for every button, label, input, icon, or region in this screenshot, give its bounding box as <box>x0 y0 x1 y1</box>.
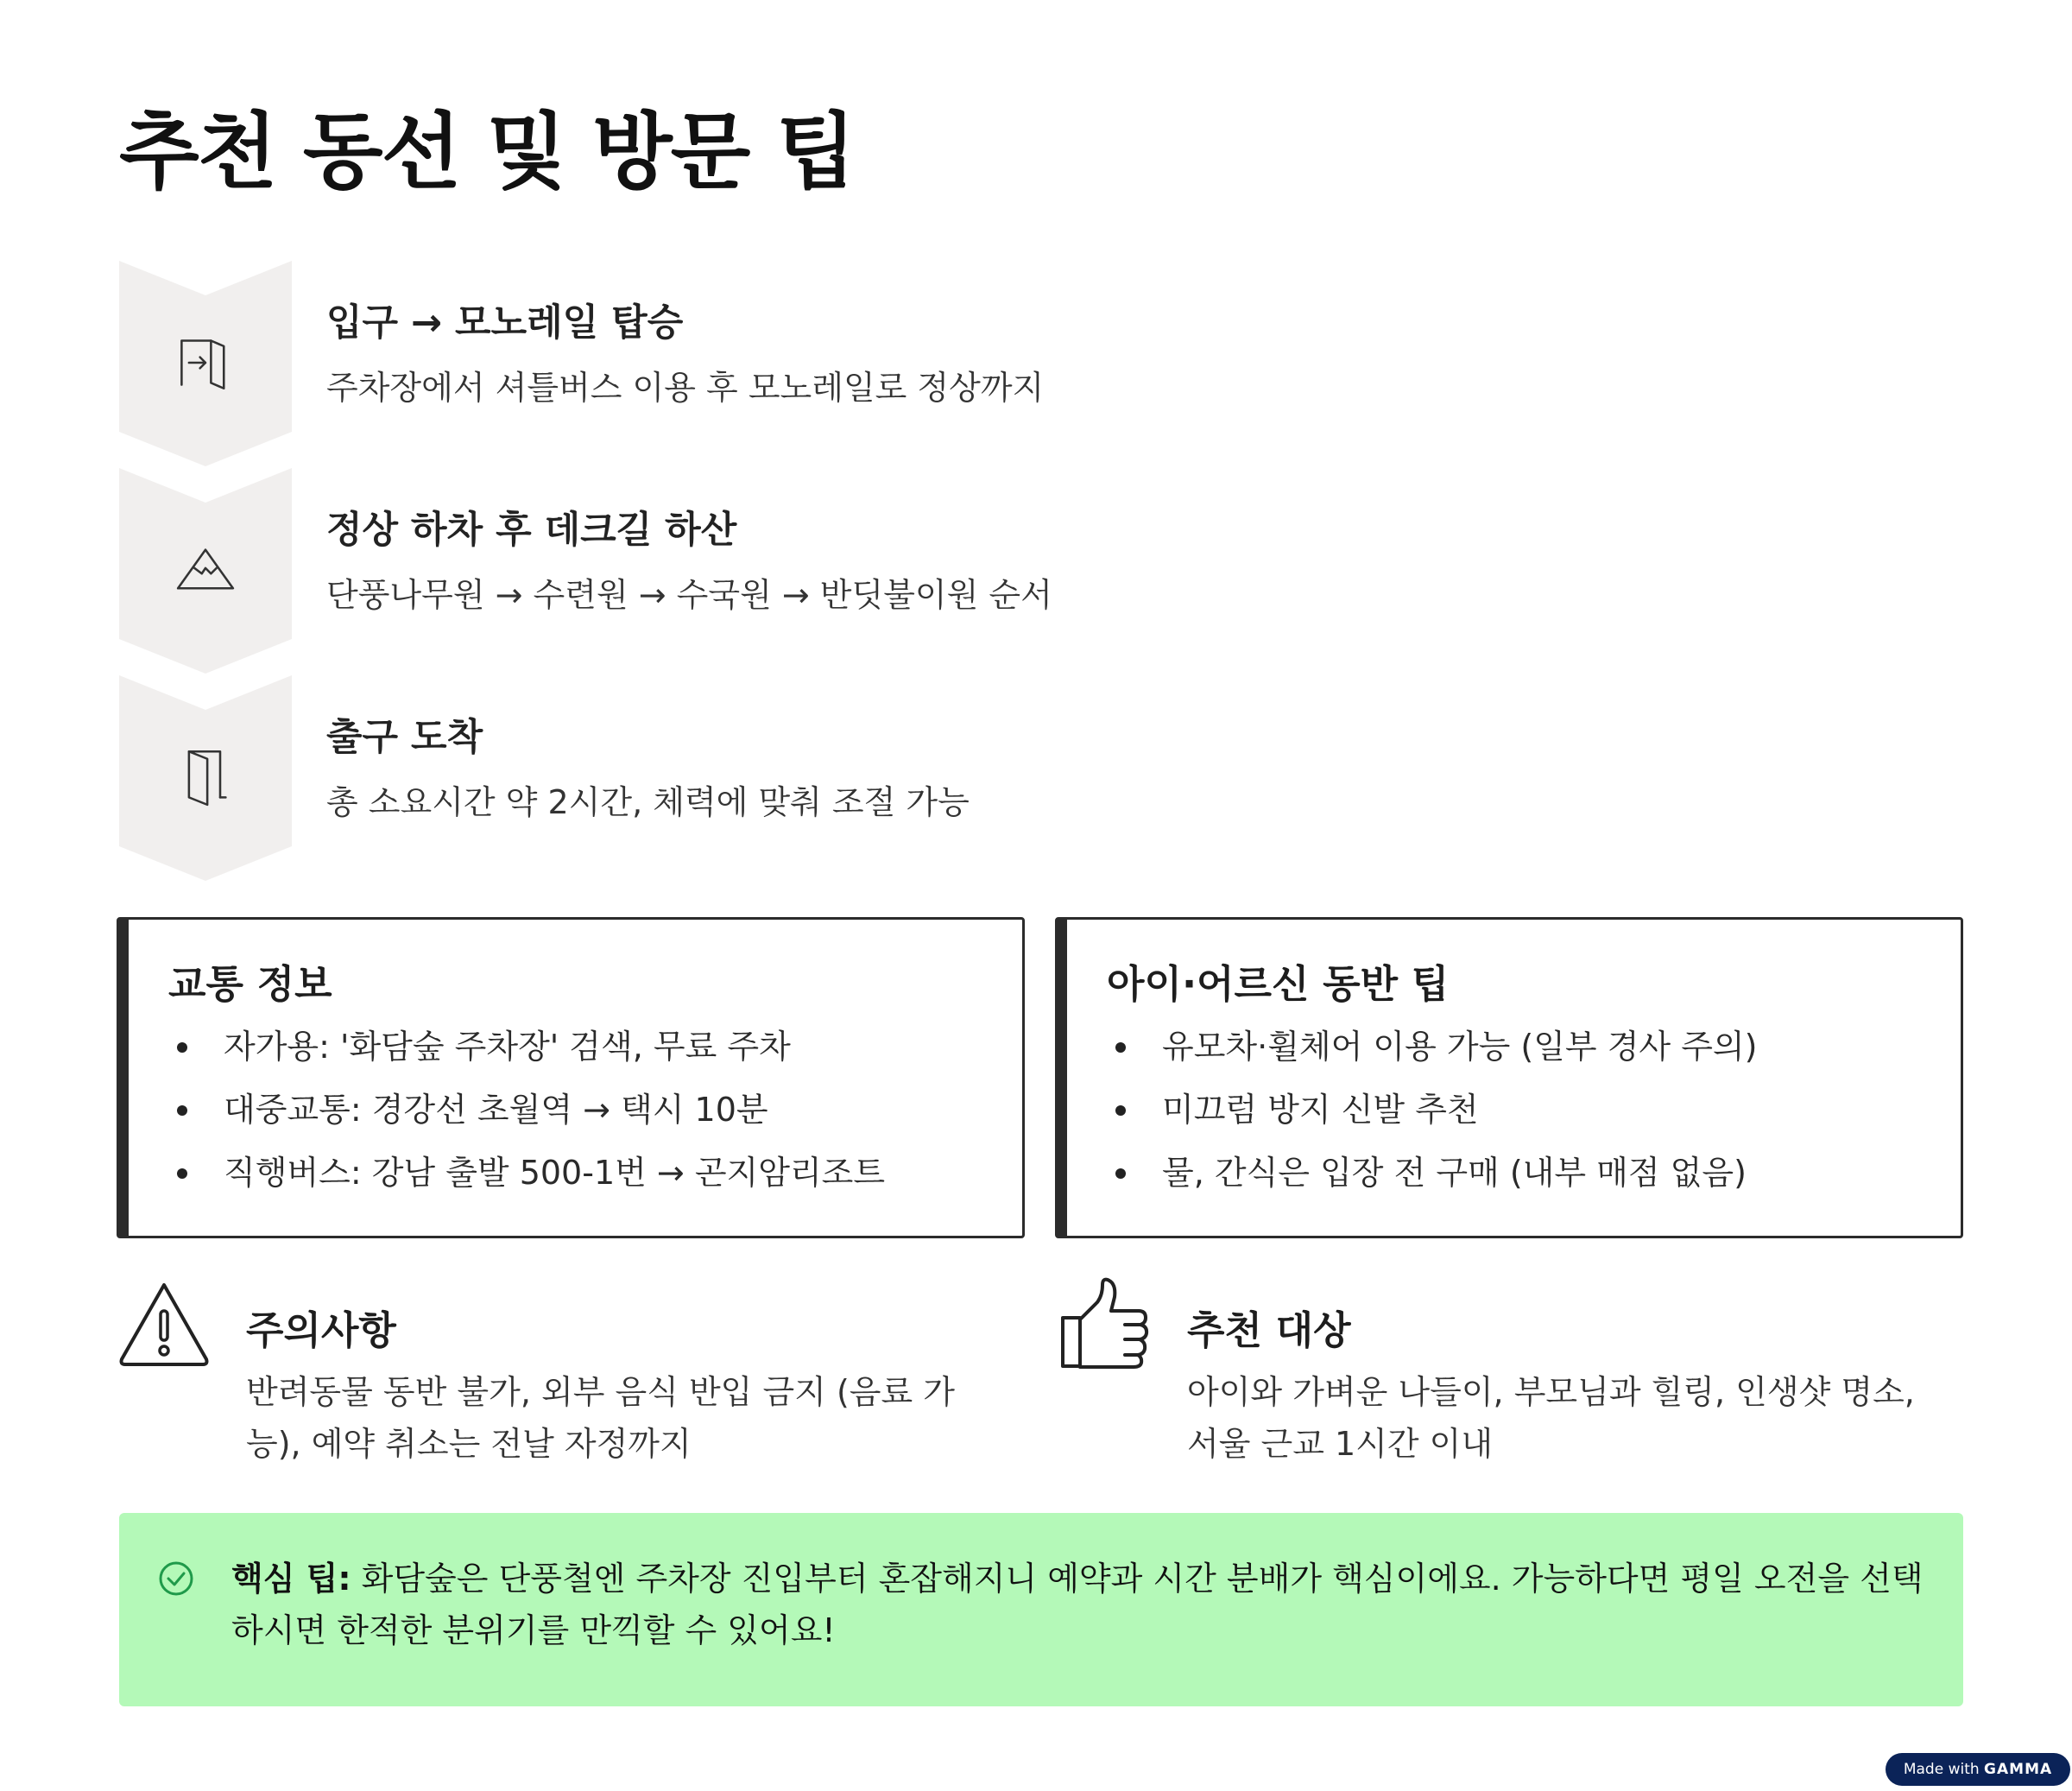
section-title: 추천 대상 <box>1187 1307 1351 1353</box>
step-description: 총 소요시간 약 2시간, 체력에 맞춰 조절 가능 <box>326 783 970 821</box>
list-item: 미끄럼 방지 신발 추천 <box>1107 1088 1757 1151</box>
step-description: 단풍나무원 → 수련원 → 수국원 → 반딧불이원 순서 <box>326 576 1052 614</box>
transport-info-card <box>117 917 1025 1238</box>
step-title: 출구 도착 <box>326 716 483 759</box>
made-with-gamma-badge[interactable] <box>1886 1753 2070 1786</box>
bullet-list <box>1107 1025 1757 1214</box>
thumbs-up-icon <box>1058 1276 1153 1371</box>
route-step-descent <box>119 468 1932 674</box>
family-tips-card <box>1055 917 1963 1238</box>
list-item: 자가용: '화담숲 주차장' 검색, 무료 주차 <box>168 1025 885 1088</box>
door-exit-icon <box>176 748 235 807</box>
step-description: 주차장에서 셔틀버스 이용 후 모노레일로 정상까지 <box>326 369 1045 407</box>
list-item: 유모차·휠체어 이용 가능 (일부 경사 주의) <box>1107 1025 1757 1088</box>
card-title: 아이·어르신 동반 팁 <box>1107 961 1450 1007</box>
mountain-icon <box>176 541 235 599</box>
check-circle-icon <box>157 1560 195 1598</box>
badge-prefix: Made with <box>1903 1761 1980 1778</box>
route-step-entrance <box>119 261 1932 466</box>
list-item: 물, 간식은 입장 전 구매 (내부 매점 없음) <box>1107 1151 1757 1214</box>
door-enter-icon <box>176 333 235 392</box>
section-text: 아이와 가벼운 나들이, 부모님과 힐링, 인생샷 명소, 서울 근교 1시간 이내 <box>1187 1373 1915 1463</box>
page-title: 추천 동선 및 방문 팁 <box>119 104 855 200</box>
card-title: 교통 정보 <box>168 961 332 1007</box>
step-title: 입구 → 모노레일 탑승 <box>326 301 684 345</box>
section-text: 반려동물 동반 불가, 외부 음식 반입 금지 (음료 가능), 예약 취소는 전날 자정까지 <box>246 1373 955 1463</box>
list-item: 직행버스: 강남 출발 500-1번 → 곤지암리조트 <box>168 1151 885 1214</box>
section-title: 주의사항 <box>246 1307 396 1353</box>
step-title: 정상 하차 후 데크길 하산 <box>326 509 737 552</box>
route-step-exit <box>119 675 1932 881</box>
bullet-list <box>168 1025 885 1214</box>
recommended-for-section <box>1058 1276 1938 1475</box>
callout-body: 화담숲은 단풍철엔 주차장 진입부터 혼잡해지니 예약과 시간 분배가 핵심이에요. 가능하다면 평일 오전을 선택하시면 한적한 분위기를 만끽할 수 있어요! <box>231 1560 1924 1649</box>
warning-icon <box>117 1276 212 1371</box>
callout-label: 핵심 팁: <box>231 1560 351 1598</box>
caution-section <box>117 1276 997 1475</box>
callout-text <box>231 1553 1949 1656</box>
key-tip-callout <box>119 1513 1963 1706</box>
badge-brand: GAMMA <box>1984 1761 2053 1778</box>
list-item: 대중교통: 경강선 초월역 → 택시 10분 <box>168 1088 885 1151</box>
